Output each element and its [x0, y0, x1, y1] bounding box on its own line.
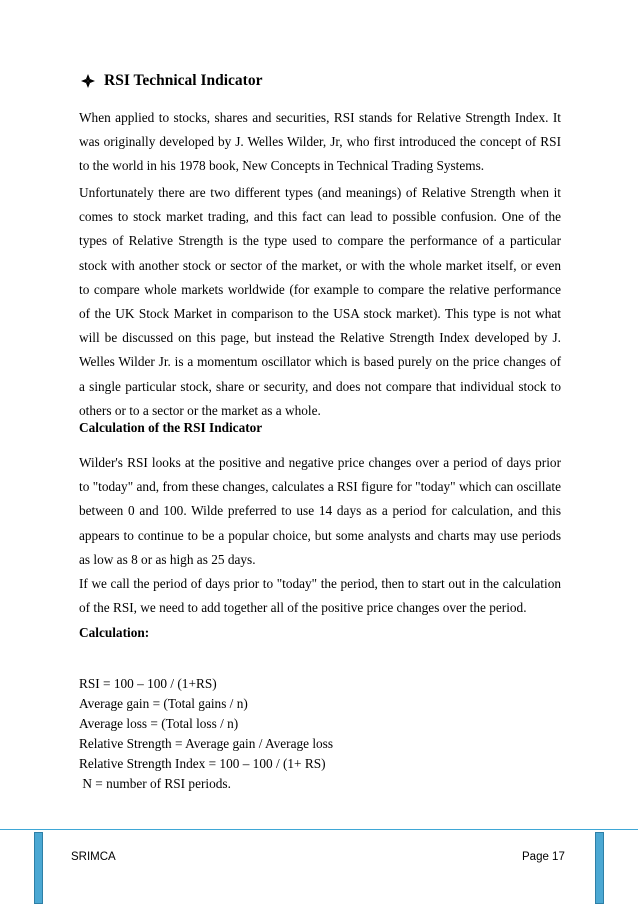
paragraph-relative-strength: Unfortunately there are two different types (and meanings) of Relative Strength when it comes to stock market trading, and this fact can lead to possible confusion. One of the types of Relative Strength is the type used to compare the performance of a particular stock with another stock or sector of the market, or with the whole market itself, or even to compare whole markets worldwide (for example to compare the relative performance of the UK Stock Market in comparison to the USA stock market). This type is not what will be discussed on this page, but instead the Relative Strength Index developed by J. Welles Wilder Jr. is a momentum oscillator which is based purely on the price changes of a single particular stock, share or security, and does not compare that individual stock to others or to a sector or the market as a whole.	[79, 185, 561, 418]
formula-line: RSI = 100 – 100 / (1+RS)	[79, 676, 217, 691]
footer-divider	[0, 829, 638, 830]
subheading-calculation-rsi: Calculation of the RSI Indicator	[79, 420, 263, 435]
section-heading	[80, 72, 262, 90]
footer-org-name: SRIMCA	[71, 851, 116, 863]
footer-left-bar	[34, 832, 43, 904]
paragraph-wilder-rsi: Wilder's RSI looks at the positive and negative price changes over a period of days prior to "today" and, from these changes, calculates a RSI figure for "today" which can oscillate between 0 and 100. Wilde preferred to use 14 days as a period for calculation, and this appears to continue to be a popular choice, but some analysts and charts may use periods as low as 8 or as high as 25 days.	[79, 455, 561, 567]
formula-line: Relative Strength Index = 100 – 100 / (1+ RS)	[79, 756, 326, 771]
formula-list	[79, 674, 561, 794]
formula-line: Relative Strength = Average gain / Average loss	[79, 736, 334, 751]
formula-line: Average loss = (Total loss / n)	[79, 716, 239, 731]
formula-line: N = number of RSI periods.	[79, 776, 231, 791]
section-heading-text: RSI Technical Indicator	[104, 72, 263, 89]
formula-line: Average gain = (Total gains / n)	[79, 696, 248, 711]
diamond-bullet-icon	[80, 73, 96, 89]
subheading-calculation: Calculation:	[79, 625, 150, 640]
paragraph-intro: When applied to stocks, shares and securities, RSI stands for Relative Strength Index. It was originally developed by J. Welles Wilder, Jr, who first introduced the concept of RSI to the world in his 1978 book, New Concepts in Technical Trading Systems.	[79, 110, 561, 174]
paragraph-period: If we call the period of days prior to "today" the period, then to start out in the calculation of the RSI, we need to add together all of the positive price changes over the period.	[79, 576, 561, 616]
footer-right-bar	[595, 832, 604, 904]
footer-page-number: Page 17	[522, 851, 565, 863]
